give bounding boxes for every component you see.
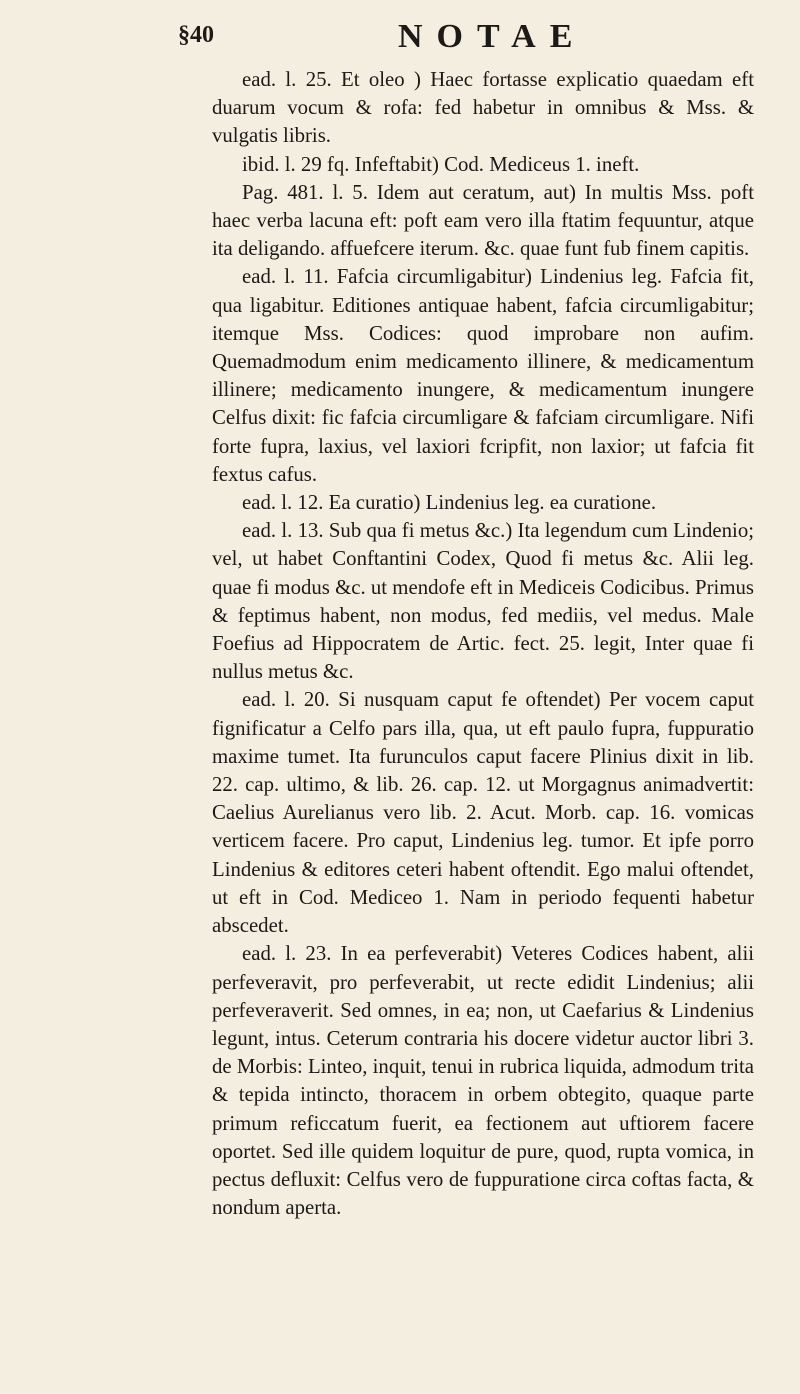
note-paragraph: ibid. l. 29 fq. Infeftabit) Cod. Mediceus 1. ineft. — [242, 152, 640, 176]
note-paragraph: ead. l. 12. Ea curatio) Lindenius leg. ea curatione. — [242, 491, 657, 515]
note-paragraph: ead. l. 23. In ea perfeverabit) Veteres Codices habent, alii perfeveravit, pro perfeverabit, ut recte edidit Lindenius; alii perfeveraverit. Sed omnes, in ea; non, ut Caefarius & Lindenius legunt, intus. Ceterum contraria his docere videtur auctor libri 3. de Morbis: Linteo, inquit, tenui in rubrica liquida, admodum trita & tepida intincto, thoracem in orbem obtegito, quaque parte primum reficcatum fuerit, ea fectionem aut uftiorem facere oportet. Sed ille quidem loquitur de pure, quod, rupta vomica, in pectus defluxit: Celfus vero de fuppuratione circa coftas facta, & nondum aperta. — [212, 942, 754, 1220]
running-head: NOTAE — [398, 18, 587, 55]
note-paragraph: ead. l. 20. Si nusquam caput fe oftendet) Per vocem caput fignificatur a Celfo pars illa, qua, ut eft paulo fupra, fuppuratio maxime tumet. Ita furunculos caput facere Plinius dixit in lib. 22. cap. ultimo, & lib. 26. cap. 12. ut Morgagnus animadvertit: Caelius Aurelianus vero lib. 2. Acut. Morb. cap. 16. vomicas verticem facere. Pro caput, Lindenius leg. tumor. Et ipfe porro Lindenius & editores ceteri habent oftendit. Ego malui oftendet, ut eft in Cod. Mediceo 1. Nam in periodo fequenti habetur abscedet. — [212, 688, 754, 938]
note-paragraph: Pag. 481. l. 5. Idem aut ceratum, aut) In multis Mss. poft haec verba lacuna eft: poft eam vero illa ftatim fequuntur, atque ita deligando. affuefcere iterum. &c. quae funt fub finem capitis. — [212, 180, 754, 261]
note-paragraph: ead. l. 25. Et oleo ) Haec fortasse explicatio quaedam eft duarum vocum & rofa: fed habetur in omnibus & Mss. & vulgatis libris. — [212, 68, 754, 148]
notes-body — [212, 66, 754, 1222]
note-paragraph: ead. l. 13. Sub qua fi metus &c.) Ita legendum cum Lindenio; vel, ut habet Conftantini Codex, Quod fi metus &c. Alii leg. quae fi modus &c. ut mendofe eft in Mediceis Codicibus. Primus & feptimus habent, non modus, fed mediis, vel medus. Male Foefius ad Hippocratem de Artic. fect. 25. legit, Inter quae fi nullus metus &c. — [212, 519, 754, 684]
note-paragraph: ead. l. 11. Fafcia circumligabitur) Lindenius leg. Fafcia fit, qua ligabitur. Editiones antiquae habent, fafcia circumligabitur; itemque Mss. Codices: quod improbare non aufim. Quemadmodum enim medicamento illinere, & medicamentum illinere; medicamento inungere, & medicamentum inungere Celfus dixit: fic fafcia circumligare & fafciam circumligare. Nifi forte fupra, laxius, vel laxiori fcripfit, non laxior; ut fafcia fit fextus cafus. — [212, 265, 754, 486]
page-header — [168, 16, 710, 56]
page-number: §40 — [178, 22, 214, 48]
